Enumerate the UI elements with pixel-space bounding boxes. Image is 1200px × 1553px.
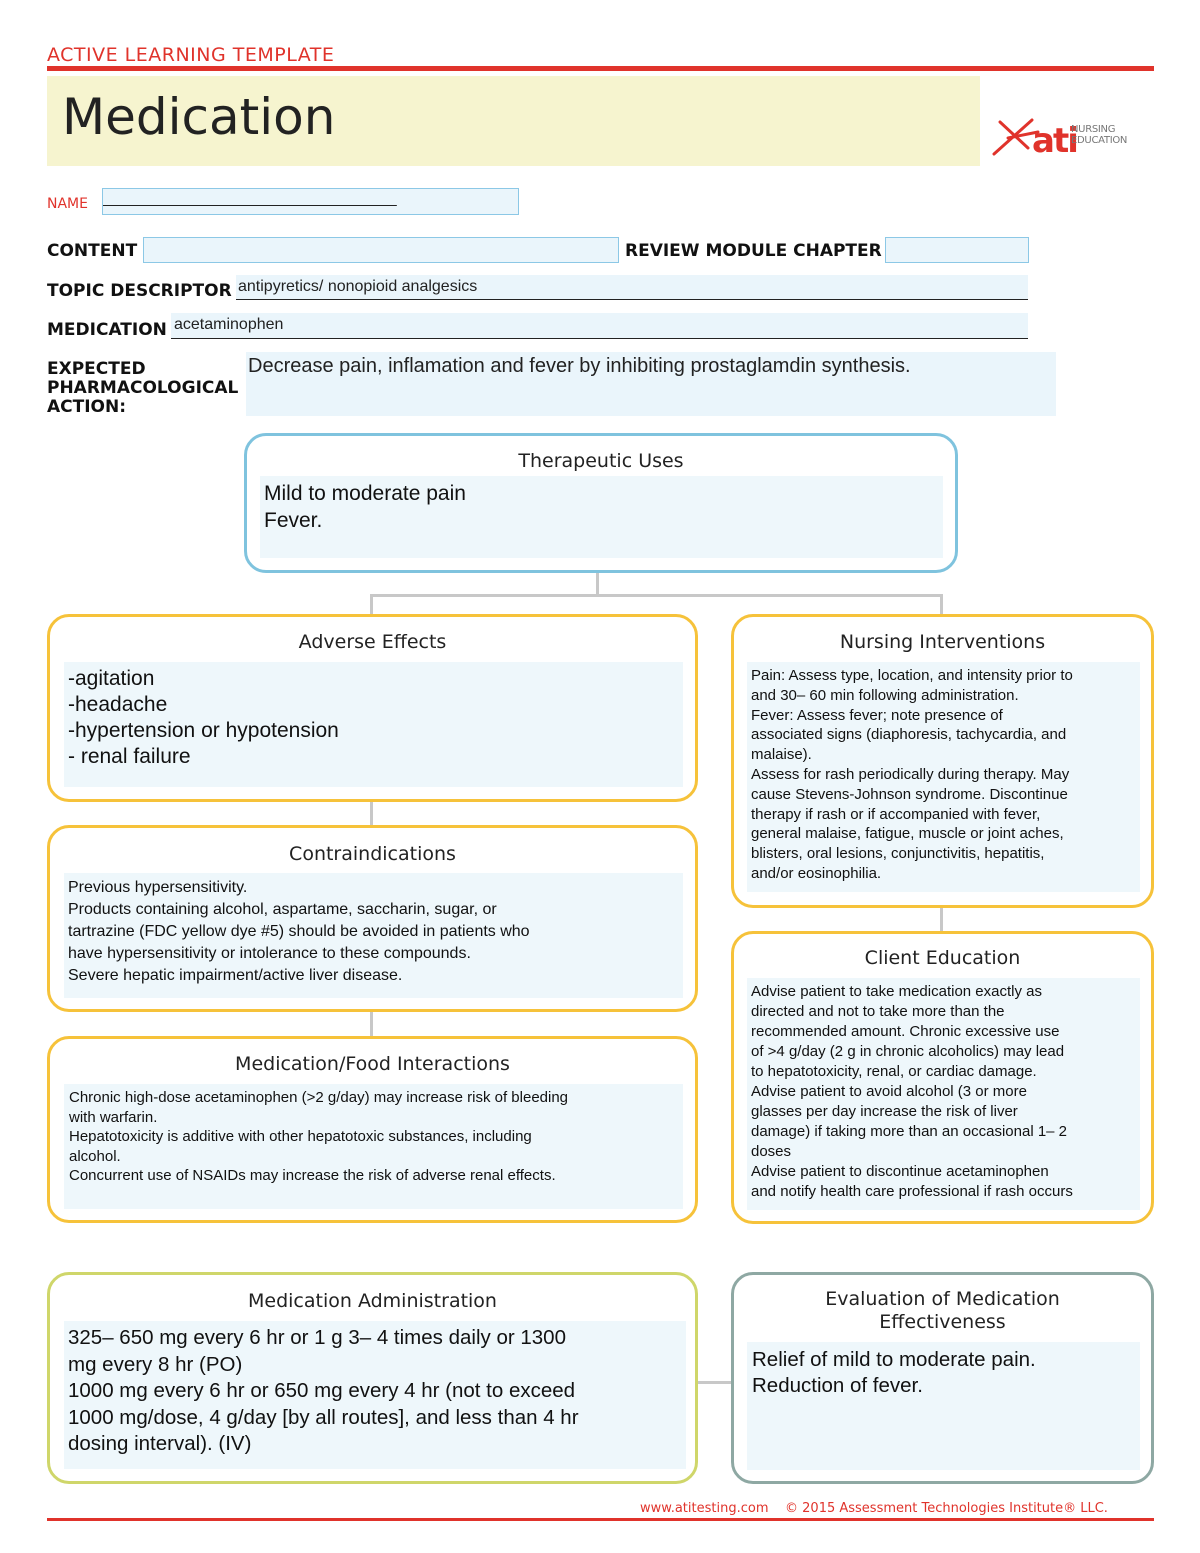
text-line: -headache (68, 693, 168, 716)
page-title: Medication (62, 88, 336, 146)
template-label: ACTIVE LEARNING TEMPLATE (47, 44, 335, 66)
name-label: NAME (47, 196, 88, 212)
connector-line (370, 801, 373, 827)
connector-line (370, 594, 373, 616)
name-underline: _________________________________ (103, 190, 397, 207)
text-line: mg every 8 hr (PO) (68, 1352, 243, 1376)
therapeutic-uses-title: Therapeutic Uses (518, 450, 684, 472)
connector-line (940, 594, 943, 616)
text-line: 1000 mg every 6 hr or 650 mg every 4 hr (not to exceed (68, 1379, 576, 1402)
expected-action-label-line: EXPECTED (47, 359, 146, 379)
text-line: malaise). (751, 746, 812, 764)
topic-descriptor-value: antipyretics/ nonopioid analgesics (238, 278, 478, 295)
text-line: Relief of mild to moderate pain. (752, 1348, 1036, 1371)
text-line: recommended amount. Chronic excessive use (751, 1023, 1060, 1040)
text-line: glasses per day increase the risk of liver (751, 1103, 1018, 1120)
text-line: with warfarin. (69, 1108, 158, 1126)
evaluation-title-line: Evaluation of Medication (825, 1288, 1060, 1310)
text-line: Previous hypersensitivity. (68, 879, 248, 896)
text-line: -hypertension or hypotension (68, 719, 339, 742)
administration-box (47, 1272, 698, 1484)
text-line: 325– 650 mg every 6 hr or 1 g 3– 4 times daily or 1300 (68, 1326, 566, 1349)
therapeutic-uses-field[interactable] (260, 476, 943, 558)
footer (640, 1501, 1108, 1516)
interactions-box (47, 1036, 698, 1223)
logo-wordmark: ati (1032, 121, 1077, 161)
ati-logo (988, 112, 1158, 167)
header-rule (47, 66, 1154, 71)
medication-field[interactable] (171, 313, 1028, 339)
text-line: Hepatotoxicity is additive with other hepatotoxic substances, including (69, 1128, 532, 1145)
administration-field[interactable] (64, 1321, 686, 1469)
footer-copyright: © 2015 Assessment Technologies Institute® LLC. (785, 1501, 1108, 1516)
text-line: alcohol. (69, 1147, 121, 1165)
expected-action-value: Decrease pain, inflamation and fever by inhibiting prostaglamdin synthesis. (248, 355, 911, 377)
text-line: Fever: Assess fever; note presence of (751, 706, 1003, 724)
text-line: therapy if rash or if accompanied with fever, (751, 805, 1041, 823)
contraindications-field[interactable] (64, 873, 683, 998)
text-line: Reduction of fever. (752, 1374, 923, 1397)
adverse-effects-field[interactable] (64, 662, 683, 787)
text-line: Assess for rash periodically during therapy. May (751, 765, 1070, 783)
expected-action-label-line: ACTION: (47, 397, 127, 417)
text-line: cause Stevens-Johnson syndrome. Discontinue (751, 785, 1068, 803)
connector-line (370, 1011, 373, 1037)
expected-action-label-line: PHARMACOLOGICAL (47, 378, 239, 398)
content-label: CONTENT (47, 241, 138, 261)
topic-descriptor-field[interactable] (236, 275, 1028, 300)
text-line: -agitation (68, 667, 155, 690)
text-line: - renal failure (68, 745, 191, 768)
text-line: Products containing alcohol, aspartame, saccharin, sugar, or (68, 901, 497, 918)
interactions-title: Medication/Food Interactions (235, 1053, 510, 1075)
content-field[interactable] (143, 237, 619, 263)
therapeutic-uses-box (244, 433, 958, 573)
contraindications-box (47, 825, 698, 1012)
text-line: to hepatotoxicity, renal, or cardiac damage. (751, 1063, 1037, 1080)
text-line: Advise patient to take medication exactly as (751, 983, 1042, 1000)
text-line: Chronic high-dose acetaminophen (>2 g/day) may increase risk of bleeding (69, 1089, 569, 1106)
text-line: damage) if taking more than an occasional 1– 2 (751, 1123, 1068, 1140)
logo-sub-line: EDUCATION (1071, 135, 1128, 146)
nursing-interventions-field[interactable] (747, 662, 1140, 892)
text-line: and notify health care professional if rash occurs (751, 1183, 1073, 1200)
text-line: directed and not to take more than the (751, 1003, 1005, 1020)
text-line: Severe hepatic impairment/active liver disease. (68, 967, 403, 984)
topic-descriptor-label: TOPIC DESCRIPTOR (47, 281, 232, 301)
evaluation-title (734, 1288, 1151, 1334)
evaluation-field[interactable] (747, 1342, 1140, 1470)
text-line: Advise patient to discontinue acetaminophen (751, 1163, 1049, 1180)
evaluation-title-line: Effectiveness (879, 1311, 1006, 1333)
text-line: 1000 mg/dose, 4 g/day [by all routes], and less than 4 hr (68, 1405, 579, 1429)
logo-sub-line: NURSING (1071, 124, 1116, 135)
text-line: blisters, oral lesions, conjunctivitis, hepatitis, (751, 845, 1045, 863)
text-line: dosing interval). (IV) (68, 1432, 252, 1455)
footer-website: www.atitesting.com (640, 1501, 769, 1516)
text-line: Concurrent use of NSAIDs may increase the risk of adverse renal effects. (69, 1167, 556, 1184)
text-line: of >4 g/day (2 g in chronic alcoholics) may lead (751, 1043, 1065, 1060)
text-line: and 30– 60 min following administration. (751, 686, 1019, 704)
medication-value: acetaminophen (174, 316, 284, 333)
text-line: and/or eosinophilia. (751, 864, 882, 882)
text-line: Mild to moderate pain (264, 482, 466, 505)
client-education-field[interactable] (747, 978, 1140, 1210)
administration-title: Medication Administration (248, 1290, 497, 1312)
text-line: doses (751, 1143, 792, 1160)
logo-subtext (1071, 124, 1127, 146)
adverse-effects-title: Adverse Effects (298, 631, 447, 653)
review-module-label: REVIEW MODULE CHAPTER (625, 241, 882, 261)
medication-label: MEDICATION (47, 320, 167, 340)
name-field[interactable] (102, 188, 519, 215)
text-line: Advise patient to avoid alcohol (3 or more (751, 1083, 1027, 1100)
connector-line (596, 572, 599, 596)
footer-rule (47, 1518, 1154, 1521)
nursing-interventions-title: Nursing Interventions (839, 631, 1046, 653)
connector-line (371, 594, 943, 597)
text-line: associated signs (diaphoresis, tachycardia, and (751, 726, 1067, 744)
text-line: tartrazine (FDC yellow dye #5) should be avoided in patients who (68, 923, 530, 940)
adverse-effects-box (47, 614, 698, 802)
review-module-field[interactable] (885, 237, 1029, 263)
text-line: have hypersensitivity or intolerance to these compounds. (68, 945, 471, 962)
client-education-title: Client Education (864, 947, 1021, 969)
connector-line (697, 1381, 732, 1384)
connector-line (940, 907, 943, 933)
text-line: Pain: Assess type, location, and intensity prior to (751, 667, 1073, 684)
text-line: Fever. (264, 509, 323, 532)
client-education-box (731, 931, 1154, 1224)
interactions-field[interactable] (64, 1084, 683, 1209)
expected-action-field[interactable] (246, 352, 1056, 416)
contraindications-title: Contraindications (289, 843, 456, 865)
text-line: general malaise, fatigue, muscle or joint aches, (751, 825, 1064, 843)
evaluation-box (731, 1272, 1154, 1484)
nursing-interventions-box (731, 614, 1154, 908)
expected-action-label (47, 360, 238, 417)
